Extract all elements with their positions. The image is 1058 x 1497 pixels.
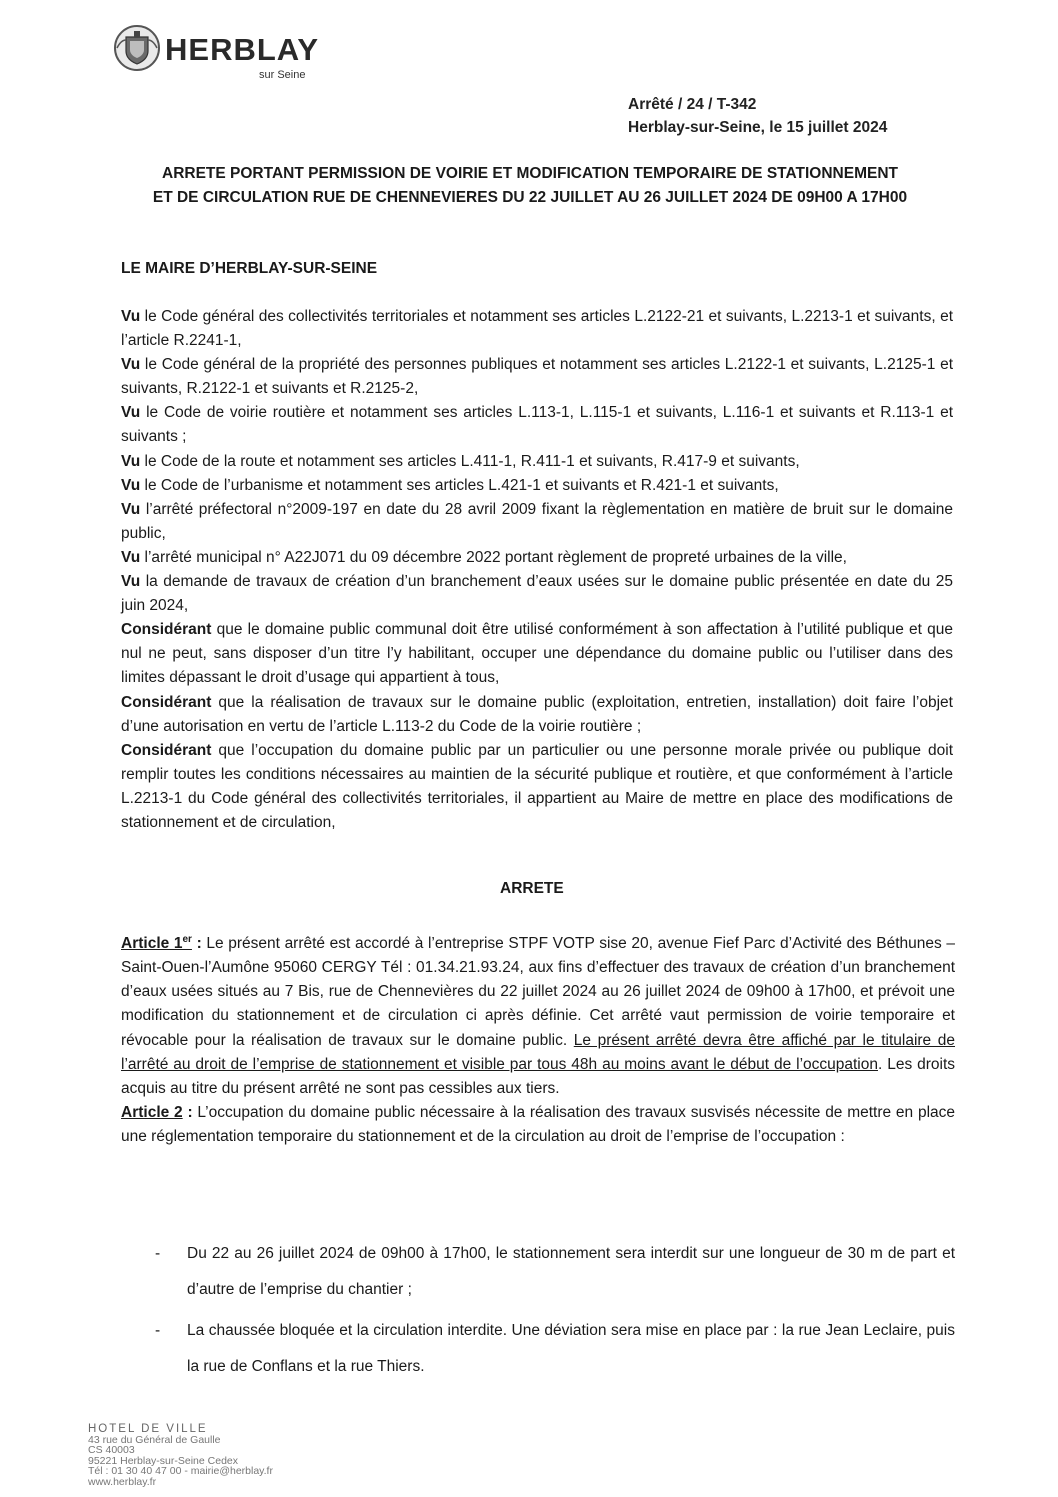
document-title [110, 162, 950, 210]
article-2-label: Article 2 [121, 1103, 183, 1121]
considerants-list [121, 305, 953, 835]
articles-section [121, 928, 955, 1149]
footer-address [88, 1424, 273, 1487]
footer-cs: CS 40003 [88, 1444, 135, 1456]
considerant-item: Vu le Code général de la propriété des personnes publiques et notamment ses articles L.2122-1 et suivants, L.2125-1 et suivants, R.2122-1 et suivants et R.2125-2, [121, 356, 953, 398]
footer-street: 43 rue du Général de Gaulle [88, 1433, 221, 1446]
footer-city: 95221 Herblay-sur-Seine Cedex [88, 1454, 238, 1467]
display-obligation: Le présent arrêté devra être affiché par le titulaire de l’arrêté au droit de l’emprise de stationnement et visible par tous 48h au moins avant le début de l’occupation [121, 1031, 956, 1073]
city-crest-icon [113, 24, 161, 72]
considerant-item: Vu l’arrêté préfectoral n°2009-197 en date du 28 avril 2009 fixant la règlementation en matière de bruit sur le domaine public, [121, 500, 953, 542]
considerant-item: Considérant que l’occupation du domaine public par un particulier ou une personne morale privée ou publique doit remplir toutes les conditions nécessaires au maintien de la sécurité publique et routière, et que conformément à l’article L.2213-1 du Code général des collectivités territoriales, il appartient au Maire de mettre en place des modifications de stationnement et de circulation, [121, 741, 953, 831]
city-logo [113, 22, 353, 82]
article-1-label: Article 1er [121, 934, 192, 953]
title-line-2: ET DE CIRCULATION RUE DE CHENNEVIERES DU 22 JUILLET AU 26 JUILLET 2024 DE 09H00 A 17H00 [152, 189, 908, 206]
reference-block [628, 93, 887, 139]
logo-subtitle: sur Seine [259, 69, 306, 81]
considerant-item: Considérant que la réalisation de travaux sur le domaine public (exploitation, entretien, installation) doit faire l’objet d’une autorisation en vertu de l’article L.113-2 du Code de la voirie routière ; [121, 693, 953, 735]
considerant-item: Vu le Code de l’urbanisme et notamment ses articles L.421-1 et suivants et R.421-1 et suivants, [121, 476, 779, 494]
considerant-item: Vu l’arrêté municipal n° A22J071 du 09 décembre 2022 portant règlement de propreté urbaines de la ville, [121, 548, 847, 566]
considerant-item: Vu le Code général des collectivités territoriales et notamment ses articles L.2122-21 et suivants, L.2213-1 et suivants, et l’article R.2241-1, [121, 308, 953, 350]
measures-list [155, 1236, 955, 1390]
place-date: Herblay-sur-Seine, le 15 juillet 2024 [628, 119, 888, 136]
logo-name: HERBLAY [165, 32, 319, 67]
considerant-item: Vu le Code de voirie routière et notamment ses articles L.113-1, L.115-1 et suivants, L.116-1 et suivants et R.113-1 et suivants ; [121, 404, 953, 446]
decree-number: Arrêté / 24 / T-342 [628, 96, 757, 113]
article-2: Article 2 : L’occupation du domaine public nécessaire à la réalisation des travaux susvisés nécessite de mettre en place une réglementation temporaire du stationnement et de la circulation au droit de l’emprise de l’occupation : [121, 1103, 956, 1145]
mayor-heading: LE MAIRE D’HERBLAY-SUR-SEINE [121, 260, 378, 277]
bullet-dash: - [155, 1245, 161, 1262]
list-item: - La chaussée bloquée et la circulation interdite. Une déviation sera mise en place par : la rue Jean Leclaire, puis la rue de Conflans et la rue Thiers. [155, 1313, 955, 1385]
footer-contact: Tél : 01 30 40 47 00 - mairie@herblay.fr [88, 1465, 273, 1477]
arrete-heading: ARRETE [500, 880, 564, 897]
considerant-item: Vu le Code de la route et notamment ses articles L.411-1, R.411-1 et suivants, R.417-9 et suivants, [121, 452, 800, 470]
bullet-dash: - [155, 1322, 161, 1339]
considerant-item: Considérant que le domaine public communal doit être utilisé conformément à son affectation à l’utilité publique et que nul ne peut, sans disposer d’un titre l’y habilitant, occuper une dépendance du domaine public ou l’utiliser dans des limites dépassant le droit d’usage qui appartient à tous, [121, 621, 953, 687]
footer-title: HOTEL DE VILLE [88, 1423, 208, 1435]
considerant-item: Vu la demande de travaux de création d’un branchement d’eaux usées sur le domaine public présentée en date du 25 juin 2024, [121, 573, 953, 615]
footer-website: www.herblay.fr [88, 1475, 157, 1488]
article-1: Article 1er : Le présent arrêté est accordé à l’entreprise STPF VOTP sise 20, avenue Fief Parc d’Activité des Béthunes – Saint-Ouen-l’Aumône 95060 CERGY Tél : 01.34.21.93.24, aux fins d’effectuer des travaux de création d’un branchement d’eaux usées situés au 7 Bis, rue de Chennevières du 22 juillet 2024 au 26 juillet 2024 de 09h00 à 17h00, et prévoit une modification du stationnement et de circulation ci après définie. Cet arrêté vaut permission de voirie temporaire et révocable pour la réalisation de travaux sur le domaine public. Le présent arrêté devra être affiché par le titulaire de l’arrêté au droit de l’emprise de stationnement et visible par tous 48h au moins avant le début de l’occupation. Les droits acquis au titre du présent arrêté ne sont pas cessibles aux tiers. [121, 934, 956, 1097]
title-line-1: ARRETE PORTANT PERMISSION DE VOIRIE ET MODIFICATION TEMPORAIRE DE STATIONNEMENT [162, 165, 898, 182]
list-item: - Du 22 au 26 juillet 2024 de 09h00 à 17h00, le stationnement sera interdit sur une longueur de 30 m de part et d’autre de l’emprise du chantier ; [155, 1236, 955, 1308]
